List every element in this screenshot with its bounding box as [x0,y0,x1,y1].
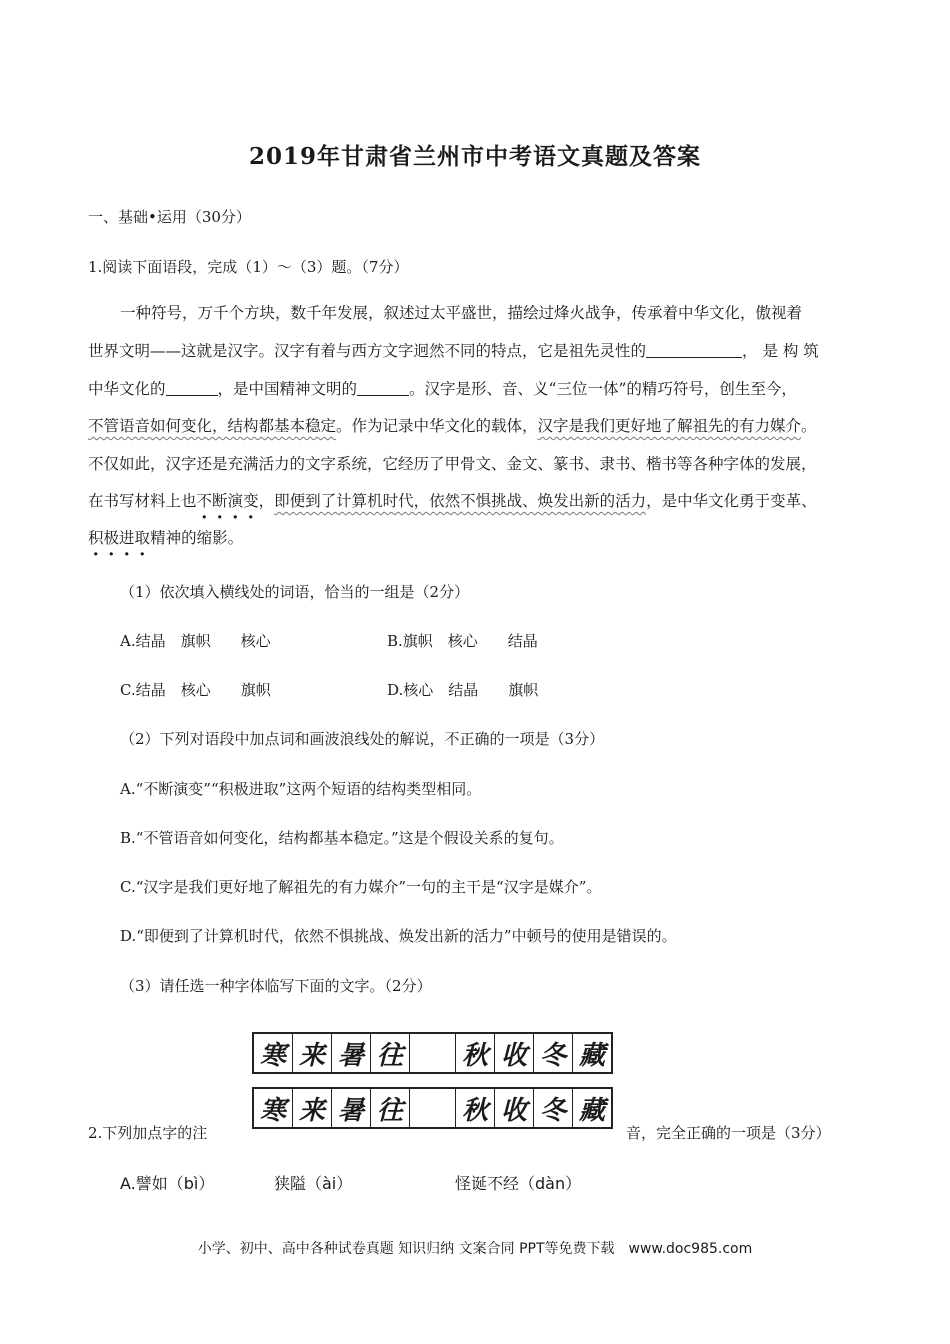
passage-text: 。作为记录中华文化的载体， [336,417,538,435]
passage-text: 不仅如此，汉字还是充满活力的文字系统，它经历了甲骨文、金文、篆书、隶书、楷书等各种字体的发展， [88,455,817,473]
option-b: B.“不管语音如何变化，结构都基本稳定。”这是个假设关系的复句。 [120,829,564,847]
option-b: B.旗帜 核心 结晶 [387,632,538,650]
passage-text: 。汉字是形、音、义“三位一体”的精巧符号，创生至今， [409,380,797,398]
option-a: A.“不断演变”“积极进取”这两个短语的结构类型相同。 [120,780,482,798]
passage-line [88,408,868,445]
passage-text: ， 是 构 筑 [742,342,819,360]
calligraphy-char: 暑 [332,1034,371,1072]
page-footer: 小学、初中、高中各种试卷真题 知识归纳 文案合同 PPT等免费下载 www.doc985.com [197,1241,753,1257]
calligraphy-char: 冬 [534,1089,573,1127]
wavy-underline-text: 不管语音如何变化，结构都基本稳定 [88,417,337,435]
question-2-stem-start: 2.下列加点字的注 [88,1124,208,1142]
page-title: 2019年甘肃省兰州市中考语文真题及答案 [248,143,701,170]
dotted-char: 进 [119,529,135,547]
calligraphy-char: 藏 [578,1040,605,1071]
passage-line [88,520,868,557]
calligraphy-char: 往 [371,1034,410,1072]
section-heading: 一、基础•运用（30分） [88,208,251,226]
calligraphy-char: 冬 [534,1034,573,1072]
calligraphy-char: 来 [293,1089,332,1127]
passage-line [88,333,868,370]
calligraphy-char: 藏 [578,1095,605,1126]
passage-line [88,446,868,483]
calligraphy-row-bottom [252,1087,613,1129]
passage-text: 一种符号，万千个方块，数千年发展，叙述过太平盛世，描绘过烽火战争，传承着中华文化，傲视着 [120,304,803,322]
passage-text: 世界文明——这就是汉字。汉字有着与西方文字迥然不同的特点，它是祖先灵性的 [88,342,647,360]
passage-text: 在书写材料上也 [88,492,197,510]
fill-blank-3 [357,380,409,397]
calligraphy-char: 暑 [332,1089,371,1127]
passage-text: ，是中华文化勇于变革、 [646,492,817,510]
passage-text: ， [258,492,275,510]
wavy-underline-text: 汉字是我们更好地了解祖先的有力媒介 [537,417,802,435]
calligraphy-char: 秋 [456,1034,495,1072]
calligraphy-blank-cell [410,1089,456,1127]
calligraphy-char: 秋 [456,1089,495,1127]
passage-line [88,295,868,332]
option-c: C.结晶 核心 旗帜 [120,681,271,699]
calligraphy-char: 寒 [254,1034,293,1072]
dotted-char: 演 [227,492,244,510]
passage-line [88,371,868,408]
calligraphy-row-top [252,1032,613,1074]
wavy-underline-text: 即便到了计算机时代，依然不惧挑战、焕发出新的活力 [274,492,647,510]
q2-option-a-item-3: 怪诞不经（dàn） [455,1174,582,1193]
question-2-stem-end: 音，完全正确的一项是（3分） [626,1124,831,1142]
passage-text: 精神的缩影。 [150,529,244,547]
subquestion-3-stem: （3）请任选一种字体临写下面的文字。（2分） [120,977,432,995]
passage-line [88,483,868,520]
q2-option-a-item-2: 狭隘（ài） [274,1174,353,1193]
dotted-char: 积 [88,529,104,547]
dotted-char: 断 [212,492,228,510]
q2-option-a-item-1: A.譬如（bì） [120,1174,215,1193]
calligraphy-char: 寒 [254,1089,293,1127]
calligraphy-blank-cell [410,1034,456,1072]
calligraphy-char: 收 [495,1034,534,1072]
option-d: D.核心 结晶 旗帜 [387,681,539,699]
option-c: C.“汉字是我们更好地了解祖先的有力媒介”一句的主干是“汉字是媒介”。 [120,878,602,896]
option-d: D.“即便到了计算机时代，依然不惧挑战、焕发出新的活力”中顿号的使用是错误的。 [120,927,677,945]
dotted-char: 极 [103,529,120,547]
calligraphy-char: 收 [495,1089,534,1127]
option-a: A.结晶 旗帜 核心 [120,632,271,650]
dotted-char: 取 [134,529,151,547]
dotted-char: 不 [196,492,213,510]
passage-text: 中华文化的 [88,380,166,398]
calligraphy-char: 往 [371,1089,410,1127]
calligraphy-char: 来 [293,1034,332,1072]
question-1-stem: 1.阅读下面语段，完成（1）～（3）题。（7分） [88,258,409,276]
subquestion-1-stem: （1）依次填入横线处的词语，恰当的一组是（2分） [120,583,470,601]
subquestion-2-stem: （2）下列对语段中加点词和画波浪线处的解说，不正确的一项是（3分） [120,730,605,748]
dotted-char: 变 [243,492,259,510]
fill-blank-1 [646,342,742,359]
passage-text: 。 [801,417,817,435]
fill-blank-2 [166,380,218,397]
passage-text: ，是中国精神文明的 [217,380,358,398]
